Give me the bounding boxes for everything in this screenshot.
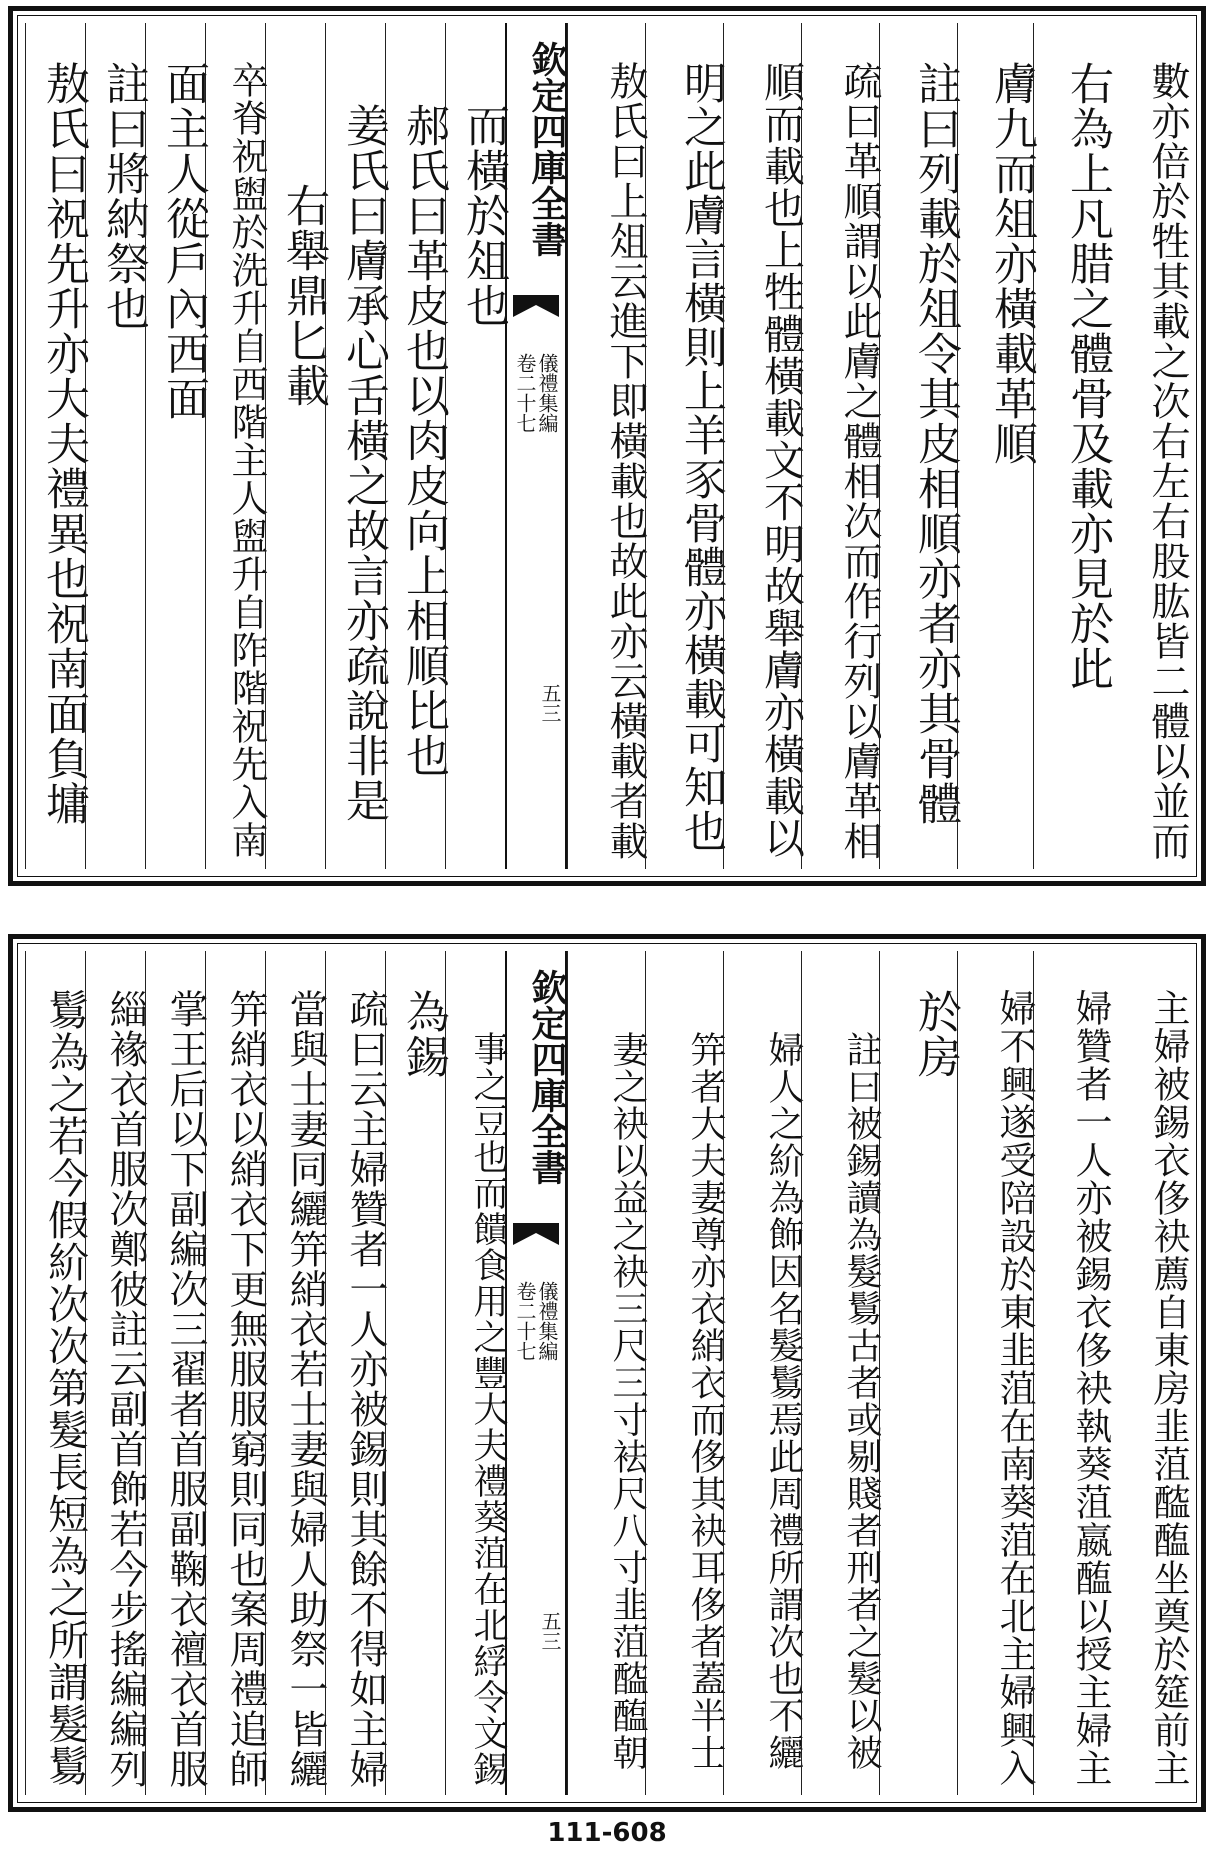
column-text: 妻之袂以益之袂三尺三寸袪尺八寸韭菹醓醢朝: [607, 1031, 648, 1771]
text-column: [385, 951, 449, 1795]
column-text: 疏曰革順謂以此膚之體相次而作行列以膚革相: [837, 61, 882, 861]
text-column: [801, 23, 882, 869]
text-column: [879, 951, 961, 1795]
text-column: [723, 23, 805, 869]
column-text: 婦不興遂受陪設於東韭菹在南葵菹在北主婦興入: [993, 989, 1036, 1787]
column-text: 事之豆也而饋食用之豐大夫禮葵菹在北綒令文錫: [468, 1031, 508, 1787]
text-column: [801, 951, 882, 1795]
column-text: 敖氏曰上俎云進下即橫載也故此亦云橫載者載: [603, 61, 648, 861]
fold-title: 欽定四庫全書: [526, 969, 568, 1185]
text-column: [957, 951, 1036, 1795]
lower-page-frame: [8, 934, 1206, 1812]
fishtail-mark-icon: [513, 295, 559, 325]
text-column: [445, 23, 509, 869]
column-text: 為錫: [398, 989, 449, 1079]
text-column: [1033, 23, 1113, 869]
text-column: [25, 23, 89, 869]
column-text: 婦人之紒為飾因名髮鬄焉此周禮所謂次也不纚: [763, 1031, 804, 1771]
column-text: 主婦被錫衣侈袂薦自東房韭菹醓醢坐奠於筵前主: [1147, 989, 1190, 1787]
text-column: [145, 951, 208, 1795]
column-text: 姜氏曰膚承心舌橫之故言亦疏說非是: [338, 103, 389, 823]
column-text: 卒脊祝盥於洗升自西階主人盥升自阼階祝先入南: [225, 61, 268, 859]
text-column: [1109, 23, 1190, 869]
text-column: [957, 23, 1037, 869]
text-column: [1109, 951, 1190, 1795]
column-text: 註曰將納祭也: [98, 61, 149, 331]
text-column: [25, 951, 89, 1795]
text-column: [385, 23, 449, 869]
fold-book: 儀禮集編: [535, 1281, 559, 1361]
column-text: 註曰列載於俎令其皮相順亦者亦其骨體: [910, 61, 961, 826]
text-column: [85, 23, 149, 869]
fold-subtitle: [507, 1281, 565, 1361]
text-column: [325, 951, 388, 1795]
column-text: 明之此膚言橫則上羊豕骨體亦橫載可知也: [677, 61, 727, 853]
text-column: [205, 951, 268, 1795]
upper-page-frame: [8, 6, 1206, 886]
column-text: 膚九而俎亦橫載革順: [986, 61, 1037, 466]
text-column: [645, 23, 727, 869]
text-column: [879, 23, 961, 869]
column-text: 當與士妻同纚笄綃衣若士妻與婦人助祭一皆纚: [283, 989, 328, 1789]
fold-column: [505, 23, 567, 869]
column-text: 敖氏曰祝先升亦大夫禮異也祝南面負墉: [38, 61, 89, 826]
column-text: 於房: [910, 989, 961, 1079]
section-heading: 右舉鼎匕載: [278, 183, 329, 408]
column-text: 掌王后以下副編次三翟者首服副鞠衣襢衣首服: [163, 989, 208, 1789]
fold-title: 欽定四庫全書: [526, 41, 568, 257]
text-column: [1033, 951, 1112, 1795]
column-text: 數亦倍於牲其載之次右左右股肱皆二體以並而: [1145, 61, 1190, 861]
text-column: [567, 23, 648, 869]
fold-subtitle: [507, 353, 565, 433]
text-column: [145, 23, 209, 869]
text-column: [445, 951, 508, 1795]
text-column: [265, 951, 328, 1795]
text-column: [567, 951, 648, 1795]
column-text: 右為上凡腊之體骨及載亦見於此: [1062, 61, 1113, 691]
text-column: [265, 23, 329, 869]
fold-juan: 卷二十七: [513, 353, 537, 433]
fold-page-number: 五三: [538, 683, 562, 723]
fold-book: 儀禮集編: [535, 353, 559, 433]
fishtail-mark-icon: [513, 1223, 559, 1253]
column-text: 笄綃衣以綃衣下更無服服窮則同也案周禮追師: [223, 989, 268, 1789]
column-text: 婦贊者一人亦被錫衣侈袂執葵菹嬴醢以授主婦主: [1069, 989, 1112, 1787]
fold-juan: 卷二十七: [513, 1281, 537, 1361]
page-code: 111-608: [547, 1818, 667, 1848]
column-text: 順而載也上牲體橫載文不明故舉膚亦橫載以: [757, 61, 805, 859]
fold-column: [505, 951, 567, 1795]
column-text: 面主人從戶內西面: [158, 61, 209, 421]
text-column: [205, 23, 268, 869]
fold-page-number: 五三: [538, 1611, 562, 1651]
column-text: 註曰被錫讀為髮鬄古者或剔賤者刑者之髮以被: [841, 1031, 882, 1771]
text-column: [325, 23, 389, 869]
column-text: 緇褖衣首服次鄭彼註云副首飾若今步搖編編列: [103, 989, 148, 1789]
text-column: [723, 951, 804, 1795]
column-text: 笄者大夫妻尊亦衣綃衣而侈其袂耳侈者蓋半士: [685, 1031, 726, 1771]
text-column: [645, 951, 726, 1795]
text-column: [85, 951, 148, 1795]
column-text: 郝氏曰革皮也以肉皮向上相順比也: [398, 103, 449, 778]
column-text: 而橫於俎也: [458, 103, 509, 328]
column-text: 疏曰云主婦贊者一人亦被錫則其餘不得如主婦: [343, 989, 388, 1789]
column-text: 鬄為之若今假紒次次第髮長短為之所謂髮鬄: [41, 989, 89, 1787]
